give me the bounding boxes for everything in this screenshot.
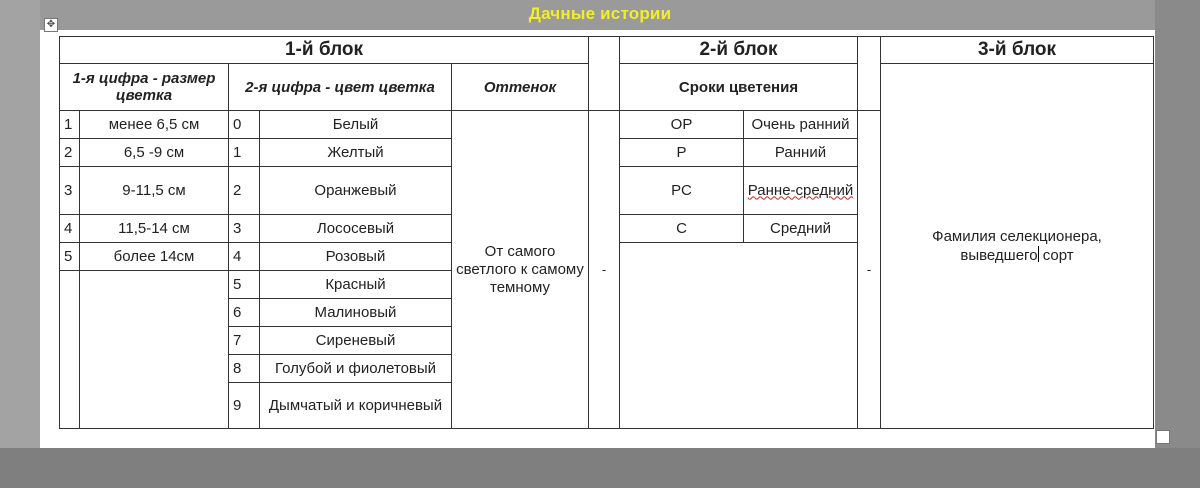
size-num: 4 [60, 215, 80, 243]
color-label: Желтый [260, 139, 452, 167]
digit1-header: 1-я цифра - размер цветка [60, 64, 229, 111]
block2-header: 2-й блок [620, 37, 858, 64]
page-title: Дачные истории [528, 4, 672, 23]
frame-left [0, 0, 40, 488]
frame-right [1155, 0, 1200, 488]
block1-header: 1-й блок [60, 37, 589, 64]
color-label: Розовый [260, 243, 452, 271]
bloom-code: Р [620, 139, 744, 167]
bloom-code: С [620, 215, 744, 243]
size-num: 1 [60, 111, 80, 139]
block3-header: 3-й блок [881, 37, 1154, 64]
size-num: 2 [60, 139, 80, 167]
separator-dash-2: - [858, 111, 881, 429]
separator-dash-1: - [589, 111, 620, 429]
size-label: более 14см [80, 243, 229, 271]
separator-spacer-2 [858, 37, 881, 111]
color-label: Лососевый [260, 215, 452, 243]
bloom-label: Средний [744, 215, 858, 243]
breeder-text-a: Фамилия селекционера, [932, 227, 1102, 245]
color-num: 0 [229, 111, 260, 139]
bloom-label: Очень ранний [744, 111, 858, 139]
color-label: Голубой и фиолетовый [260, 355, 452, 383]
color-num: 5 [229, 271, 260, 299]
color-num: 3 [229, 215, 260, 243]
bloom-empty-area [620, 243, 858, 429]
bloom-label-text: Ранне-средний [747, 181, 854, 199]
breeder-text-b: выведшего [960, 246, 1038, 264]
table-resize-handle-icon[interactable] [1156, 430, 1170, 444]
bloom-header: Сроки цветения [620, 64, 858, 111]
shade-text: От самого светлого к самому темному [452, 111, 589, 429]
color-label: Малиновый [260, 299, 452, 327]
shade-header: Оттенок [452, 64, 589, 111]
color-label: Оранжевый [260, 167, 452, 215]
frame-bottom [0, 448, 1200, 488]
color-num: 7 [229, 327, 260, 355]
bloom-label [744, 167, 858, 215]
size-label: менее 6,5 см [80, 111, 229, 139]
size-empty-label [80, 271, 229, 429]
color-num: 6 [229, 299, 260, 327]
table-move-handle-icon[interactable]: ✥ [44, 18, 58, 32]
text-cursor [1038, 246, 1039, 262]
color-num: 8 [229, 355, 260, 383]
breeder-cell [881, 64, 1154, 429]
digit2-header: 2-я цифра - цвет цветка [229, 64, 452, 111]
color-label: Белый [260, 111, 452, 139]
color-label: Дымчатый и коричневый [260, 383, 452, 429]
color-num: 1 [229, 139, 260, 167]
color-label: Сиреневый [260, 327, 452, 355]
bloom-label: Ранний [744, 139, 858, 167]
size-num: 3 [60, 167, 80, 215]
code-table [59, 36, 1154, 429]
bloom-code: ОР [620, 111, 744, 139]
color-label: Красный [260, 271, 452, 299]
color-num: 9 [229, 383, 260, 429]
color-num: 4 [229, 243, 260, 271]
size-label: 11,5-14 см [80, 215, 229, 243]
size-label: 6,5 -9 см [80, 139, 229, 167]
size-num: 5 [60, 243, 80, 271]
size-empty-num [60, 271, 80, 429]
bloom-code: РС [620, 167, 744, 215]
size-label: 9-11,5 см [80, 167, 229, 215]
color-num: 2 [229, 167, 260, 215]
separator-spacer-1 [589, 37, 620, 111]
breeder-text-c: сорт [1042, 246, 1074, 264]
